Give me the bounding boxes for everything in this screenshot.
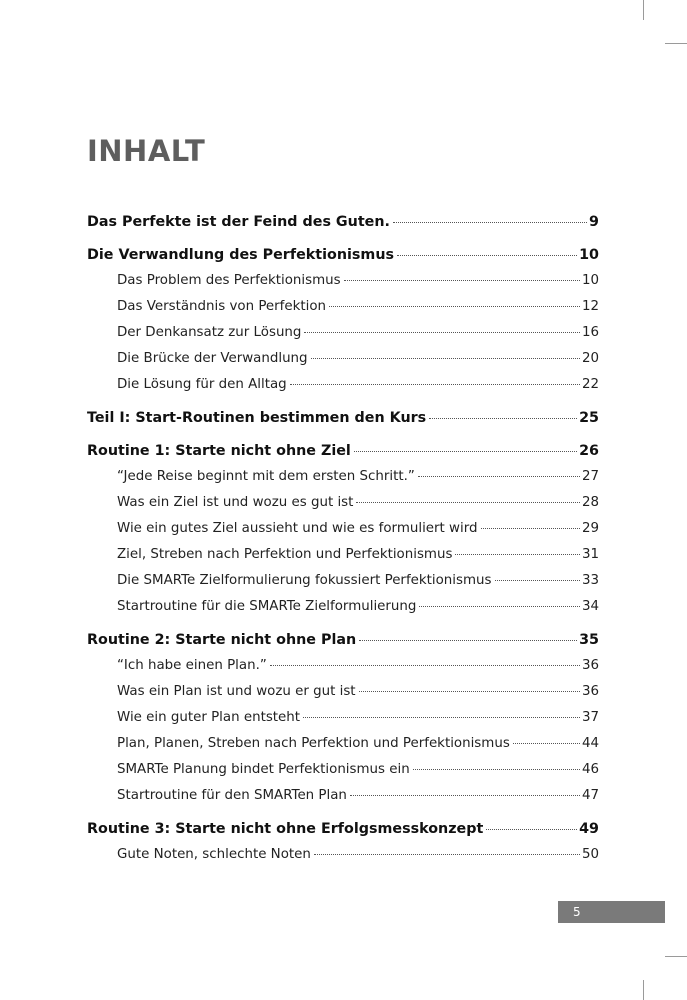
toc-leader-dots bbox=[304, 332, 580, 333]
toc-entry-page: 37 bbox=[581, 710, 599, 725]
toc-leader-dots bbox=[429, 418, 577, 419]
toc-leader-dots bbox=[344, 280, 580, 281]
toc-entry-label: Die Brücke der Verwandlung bbox=[117, 351, 308, 366]
page-number-badge: 5 bbox=[558, 901, 665, 923]
toc-chapter-entry bbox=[87, 821, 599, 847]
toc-entry-label: Die Verwandlung des Perfektionismus bbox=[87, 247, 395, 263]
toc-entry-label: Ziel, Streben nach Perfektion und Perfektionismus bbox=[117, 547, 453, 562]
toc-entry-page: 44 bbox=[581, 736, 599, 751]
toc-entry-page: 47 bbox=[581, 788, 599, 803]
toc-entry-page: 36 bbox=[581, 658, 599, 673]
toc-entry-label: Das Perfekte ist der Feind des Guten. bbox=[87, 214, 390, 230]
toc-entry-page: 35 bbox=[579, 632, 599, 648]
toc-section-entry bbox=[87, 273, 599, 299]
toc-entry-page: 27 bbox=[581, 469, 599, 484]
toc-leader-dots bbox=[495, 580, 580, 581]
toc-entry-label: Routine 2: Starte nicht ohne Plan bbox=[87, 632, 357, 648]
toc-entry-page: 9 bbox=[589, 214, 599, 230]
toc-entry-page: 34 bbox=[581, 599, 599, 614]
toc-entry-label: Die Lösung für den Alltag bbox=[117, 377, 287, 392]
toc-leader-dots bbox=[350, 795, 580, 796]
toc-section-entry bbox=[87, 299, 599, 325]
toc-leader-dots bbox=[419, 606, 580, 607]
toc-entry-page: 10 bbox=[579, 247, 599, 263]
toc-section-entry bbox=[87, 736, 599, 762]
toc-leader-dots bbox=[486, 829, 577, 830]
crop-mark-top bbox=[643, 0, 644, 20]
toc-entry-label: Was ein Plan ist und wozu er gut ist bbox=[117, 684, 356, 699]
toc-entry-page: 33 bbox=[581, 573, 599, 588]
toc-entry-label: Startroutine für den SMARTen Plan bbox=[117, 788, 347, 803]
toc-chapter-entry bbox=[87, 443, 599, 469]
toc-entry-page: 49 bbox=[579, 821, 599, 837]
toc-entry-page: 46 bbox=[581, 762, 599, 777]
toc-chapter-entry bbox=[87, 632, 599, 658]
toc-leader-dots bbox=[329, 306, 580, 307]
toc-entry-page: 12 bbox=[581, 299, 599, 314]
toc-leader-dots bbox=[270, 665, 580, 666]
toc-entry-label: Der Denkansatz zur Lösung bbox=[117, 325, 302, 340]
toc-entry-label: Das Verständnis von Perfektion bbox=[117, 299, 327, 314]
toc-leader-dots bbox=[356, 502, 580, 503]
toc-entry-label: SMARTe Planung bindet Perfektionismus ein bbox=[117, 762, 410, 777]
toc-entry-label: Die SMARTe Zielformulierung fokussiert Perfektionismus bbox=[117, 573, 492, 588]
toc-leader-dots bbox=[418, 476, 580, 477]
crop-mark-top-right bbox=[665, 43, 687, 44]
toc-entry-label: “Jede Reise beginnt mit dem ersten Schritt.” bbox=[117, 469, 415, 484]
toc-leader-dots bbox=[413, 769, 580, 770]
page-title: INHALT bbox=[87, 134, 206, 168]
toc-leader-dots bbox=[311, 358, 580, 359]
toc-entry-page: 26 bbox=[579, 443, 599, 459]
table-of-contents bbox=[87, 214, 599, 873]
toc-entry-label: Routine 1: Starte nicht ohne Ziel bbox=[87, 443, 351, 459]
crop-mark-bottom bbox=[643, 980, 644, 1000]
toc-section-entry bbox=[87, 521, 599, 547]
toc-leader-dots bbox=[481, 528, 580, 529]
toc-entry-label: “Ich habe einen Plan.” bbox=[117, 658, 267, 673]
toc-section-entry bbox=[87, 573, 599, 599]
toc-leader-dots bbox=[290, 384, 580, 385]
toc-section-entry bbox=[87, 325, 599, 351]
toc-section-entry bbox=[87, 377, 599, 403]
toc-section-entry bbox=[87, 351, 599, 377]
toc-entry-page: 22 bbox=[581, 377, 599, 392]
toc-entry-page: 50 bbox=[581, 847, 599, 862]
toc-section-entry bbox=[87, 469, 599, 495]
toc-entry-page: 29 bbox=[581, 521, 599, 536]
toc-entry-page: 25 bbox=[579, 410, 599, 426]
toc-entry-label: Routine 3: Starte nicht ohne Erfolgsmesskonzept bbox=[87, 821, 484, 837]
toc-section-entry bbox=[87, 847, 599, 873]
toc-leader-dots bbox=[359, 691, 580, 692]
toc-entry-label: Was ein Ziel ist und wozu es gut ist bbox=[117, 495, 354, 510]
toc-leader-dots bbox=[314, 854, 580, 855]
toc-section-entry bbox=[87, 495, 599, 521]
toc-entry-label: Startroutine für die SMARTe Zielformulierung bbox=[117, 599, 417, 614]
toc-entry-label: Wie ein guter Plan entsteht bbox=[117, 710, 301, 725]
toc-entry-label: Gute Noten, schlechte Noten bbox=[117, 847, 311, 862]
toc-section-entry bbox=[87, 658, 599, 684]
toc-entry-page: 36 bbox=[581, 684, 599, 699]
toc-entry-page: 16 bbox=[581, 325, 599, 340]
toc-section-entry bbox=[87, 788, 599, 814]
toc-entry-label: Wie ein gutes Ziel aussieht und wie es formuliert wird bbox=[117, 521, 478, 536]
toc-leader-dots bbox=[513, 743, 580, 744]
toc-chapter-entry bbox=[87, 247, 599, 273]
toc-leader-dots bbox=[397, 255, 577, 256]
toc-entry-page: 10 bbox=[581, 273, 599, 288]
toc-chapter-entry bbox=[87, 410, 599, 436]
toc-entry-page: 31 bbox=[581, 547, 599, 562]
toc-entry-label: Das Problem des Perfektionismus bbox=[117, 273, 341, 288]
toc-entry-page: 28 bbox=[581, 495, 599, 510]
toc-section-entry bbox=[87, 762, 599, 788]
toc-entry-label: Teil I: Start-Routinen bestimmen den Kurs bbox=[87, 410, 427, 426]
toc-section-entry bbox=[87, 599, 599, 625]
toc-section-entry bbox=[87, 684, 599, 710]
toc-entry-page: 20 bbox=[581, 351, 599, 366]
toc-leader-dots bbox=[455, 554, 580, 555]
toc-chapter-entry bbox=[87, 214, 599, 240]
toc-leader-dots bbox=[303, 717, 580, 718]
toc-section-entry bbox=[87, 710, 599, 736]
toc-section-entry bbox=[87, 547, 599, 573]
toc-leader-dots bbox=[359, 640, 577, 641]
toc-entry-label: Plan, Planen, Streben nach Perfektion und Perfektionismus bbox=[117, 736, 510, 751]
toc-leader-dots bbox=[354, 451, 577, 452]
toc-leader-dots bbox=[393, 222, 587, 223]
crop-mark-bottom-right bbox=[665, 956, 687, 957]
